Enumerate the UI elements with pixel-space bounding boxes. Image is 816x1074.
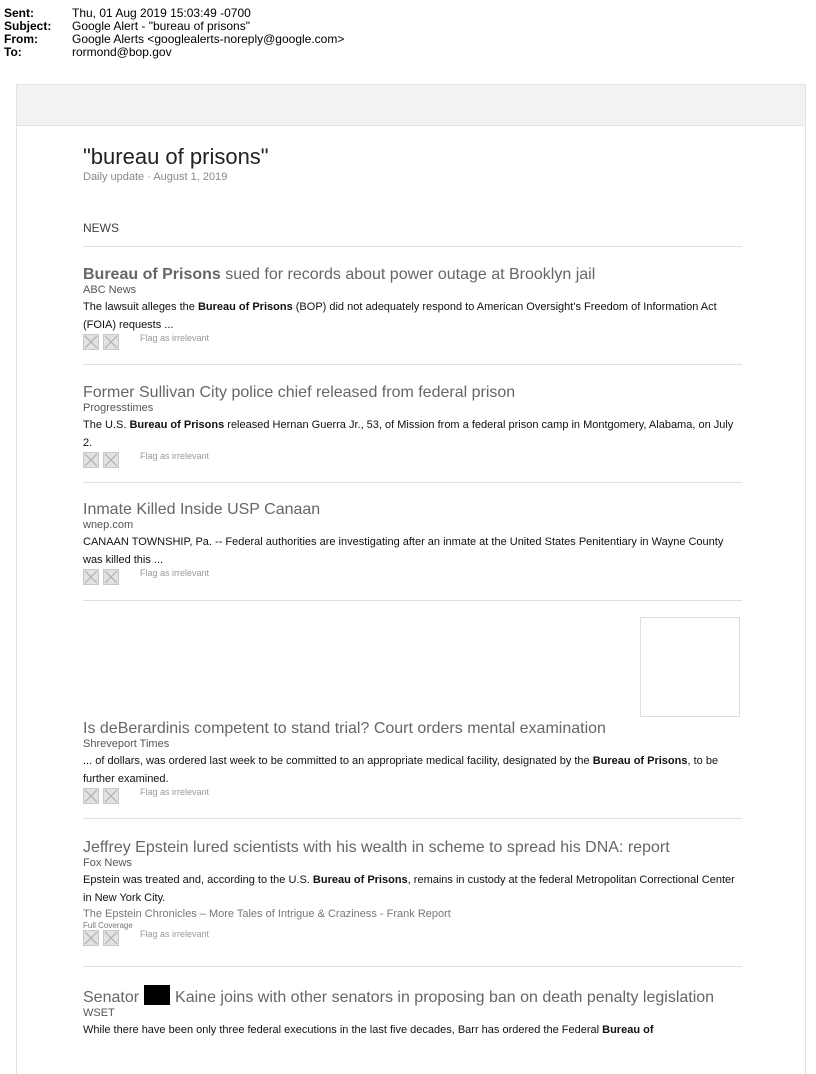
item-actions	[83, 930, 742, 948]
divider	[83, 966, 742, 967]
headline-bold: Bureau of Prisons	[83, 266, 221, 283]
share-icon[interactable]	[83, 788, 99, 804]
news-item	[83, 838, 742, 948]
header-value: Google Alerts <googlealerts-noreply@google.com>	[72, 32, 345, 46]
news-headline-link[interactable]: Former Sullivan City police chief released from federal prison	[83, 384, 516, 401]
alert-subtitle: Daily update · August 1, 2019	[83, 171, 228, 183]
divider	[83, 246, 742, 247]
header-label: To:	[4, 45, 22, 59]
snippet-bold: Bureau of Prisons	[312, 874, 408, 886]
flag-irrelevant-link[interactable]: Flag as irrelevant	[140, 787, 210, 797]
snippet-text: The lawsuit alleges the	[83, 301, 198, 313]
share-icon[interactable]	[103, 788, 119, 804]
headline-text: sued for records about power outage at Brooklyn jail	[220, 266, 596, 283]
snippet-bold: Bureau of Prisons	[129, 419, 225, 431]
share-icon[interactable]	[103, 334, 119, 350]
news-item	[83, 383, 742, 470]
snippet-bold: Bureau of	[602, 1024, 654, 1036]
news-source: Shreveport Times	[83, 738, 170, 750]
news-snippet	[83, 871, 742, 907]
snippet-text: The U.S.	[83, 419, 130, 431]
news-source: ABC News	[83, 284, 137, 296]
news-source: WSET	[83, 1007, 115, 1019]
snippet-text: , remains in custody at the federal Metropolitan Correctional Center in New York City.	[83, 874, 735, 904]
news-snippet	[83, 416, 742, 452]
header-label: Subject:	[4, 19, 52, 33]
headline-text: Senator	[83, 989, 140, 1006]
flag-irrelevant-link[interactable]: Flag as irrelevant	[140, 451, 210, 461]
flag-irrelevant-link[interactable]: Flag as irrelevant	[140, 929, 210, 939]
share-icon[interactable]	[83, 569, 99, 585]
header-label: Sent:	[4, 6, 34, 20]
item-actions	[83, 569, 742, 587]
item-actions	[83, 452, 742, 470]
header-label: From:	[4, 32, 38, 46]
news-item	[83, 265, 742, 352]
header-value: Thu, 01 Aug 2019 15:03:49 -0700	[72, 6, 251, 20]
related-article-link[interactable]: The Epstein Chronicles – More Tales of Intrigue & Craziness - Frank Report	[83, 908, 451, 920]
item-actions	[83, 788, 742, 806]
news-snippet	[83, 298, 742, 334]
news-headline-link[interactable]: Is deBerardinis competent to stand trial? Court orders mental examination	[83, 720, 606, 737]
news-snippet: CANAAN TOWNSHIP, Pa. -- Federal authorities are investigating after an inmate at the United States Penitentiary in Wayne County was killed this ...	[83, 536, 724, 566]
divider	[83, 600, 742, 601]
news-headline-link[interactable]	[83, 265, 742, 284]
headline-text: Kaine joins with other senators in proposing ban on death penalty legislation	[175, 989, 715, 1006]
divider	[83, 482, 742, 483]
header-from-row	[4, 33, 344, 46]
news-source: wnep.com	[83, 519, 134, 531]
news-source: Fox News	[83, 857, 132, 869]
snippet-text: While there have been only three federal executions in the last five decades, Barr has ordered the Federal	[83, 1024, 603, 1036]
snippet-bold: Bureau of Prisons	[197, 301, 293, 313]
share-icon[interactable]	[83, 334, 99, 350]
share-icon[interactable]	[83, 930, 99, 946]
snippet-text: ... of dollars, was ordered last week to be committed to an appropriate medical facility, designated by the	[83, 755, 593, 767]
news-item	[83, 500, 742, 587]
flag-irrelevant-link[interactable]: Flag as irrelevant	[140, 568, 210, 578]
email-header	[4, 7, 344, 59]
news-headline-link[interactable]: Inmate Killed Inside USP Canaan	[83, 501, 321, 518]
snippet-text: Epstein was treated and, according to the U.S.	[83, 874, 313, 886]
snippet-bold: Bureau of Prisons	[592, 755, 688, 767]
header-value: rormond@bop.gov	[72, 45, 172, 59]
news-snippet	[83, 1021, 742, 1039]
news-item	[83, 985, 742, 1039]
share-icon[interactable]	[103, 569, 119, 585]
header-to-row	[4, 46, 344, 59]
section-label: NEWS	[83, 221, 119, 235]
divider	[83, 364, 742, 365]
news-thumbnail[interactable]	[640, 617, 740, 717]
news-item	[83, 719, 742, 806]
news-headline-link[interactable]	[83, 985, 742, 1007]
news-headline-link[interactable]: Jeffrey Epstein lured scientists with his wealth in scheme to spread his DNA: report	[83, 839, 670, 856]
snippet-text: , to be further examined.	[83, 755, 719, 785]
divider	[83, 818, 742, 819]
news-snippet	[83, 752, 742, 788]
redaction-box	[144, 985, 170, 1005]
alert-title: "bureau of prisons"	[83, 144, 269, 169]
item-actions	[83, 334, 742, 352]
share-icon[interactable]	[83, 452, 99, 468]
snippet-text: (BOP) did not adequately respond to American Oversight's Freedom of Information Act (FOIA) requests ...	[83, 301, 717, 331]
card-top-band	[17, 85, 805, 126]
news-source: Progresstimes	[83, 402, 154, 414]
share-icon[interactable]	[103, 452, 119, 468]
full-coverage-link[interactable]: Full Coverage	[83, 921, 133, 930]
share-icon[interactable]	[103, 930, 119, 946]
alert-card	[16, 84, 806, 1074]
snippet-text: released Hernan Guerra Jr., 53, of Mission from a federal prison camp in Montgomery, Alabama, on July 2.	[83, 419, 734, 449]
flag-irrelevant-link[interactable]: Flag as irrelevant	[140, 333, 210, 343]
header-value: Google Alert - "bureau of prisons"	[72, 19, 250, 33]
